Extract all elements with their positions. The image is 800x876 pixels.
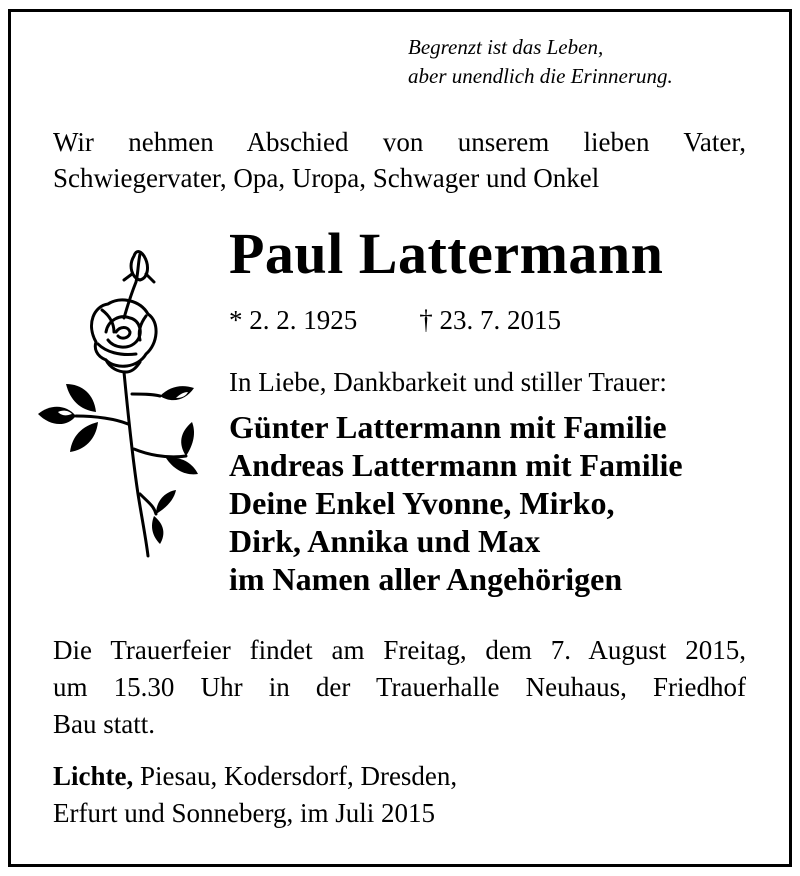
ceremony-info	[53, 632, 746, 743]
places-line-2: Erfurt und Sonneberg, im Juli 2015	[53, 798, 435, 828]
death-date: † 23. 7. 2015	[419, 305, 561, 335]
ceremony-line-1: Die Trauerfeier findet am Freitag, dem 7. August 2015,	[53, 635, 746, 665]
motto-quote	[408, 33, 748, 91]
ceremony-line-3: Bau statt.	[53, 709, 155, 739]
ceremony-line-2: um 15.30 Uhr in der Trauerhalle Neuhaus, Friedhof	[53, 672, 746, 702]
places-list: Piesau, Kodersdorf, Dresden,	[133, 761, 458, 791]
mourner-line: Deine Enkel Yvonne, Mirko,	[229, 485, 615, 521]
motto-line-2: aber unendlich die Erinnerung.	[408, 64, 673, 88]
places-date	[53, 758, 457, 832]
mourner-line: Dirk, Annika und Max	[229, 523, 541, 559]
mourner-line: im Namen aller Angehörigen	[229, 561, 623, 597]
rose-icon	[36, 244, 200, 560]
birth-date: * 2. 2. 1925	[229, 305, 358, 335]
mourner-line: Günter Lattermann mit Familie	[229, 409, 667, 445]
intro-text	[53, 124, 746, 196]
mourners-list	[229, 408, 683, 598]
intro-line-2: Schwiegervater, Opa, Uropa, Schwager und Onkel	[53, 163, 600, 193]
intro-line-1: Wir nehmen Abschied von unserem lieben Vater,	[53, 127, 746, 157]
motto-line-1: Begrenzt ist das Leben,	[408, 35, 604, 59]
mourner-line: Andreas Lattermann mit Familie	[229, 447, 683, 483]
places-town-bold: Lichte,	[53, 761, 134, 791]
life-dates	[229, 302, 561, 338]
deceased-name: Paul Lattermann	[229, 221, 664, 286]
places-line-1	[53, 758, 457, 795]
mourning-intro: In Liebe, Dankbarkeit und stiller Trauer:	[229, 367, 667, 397]
